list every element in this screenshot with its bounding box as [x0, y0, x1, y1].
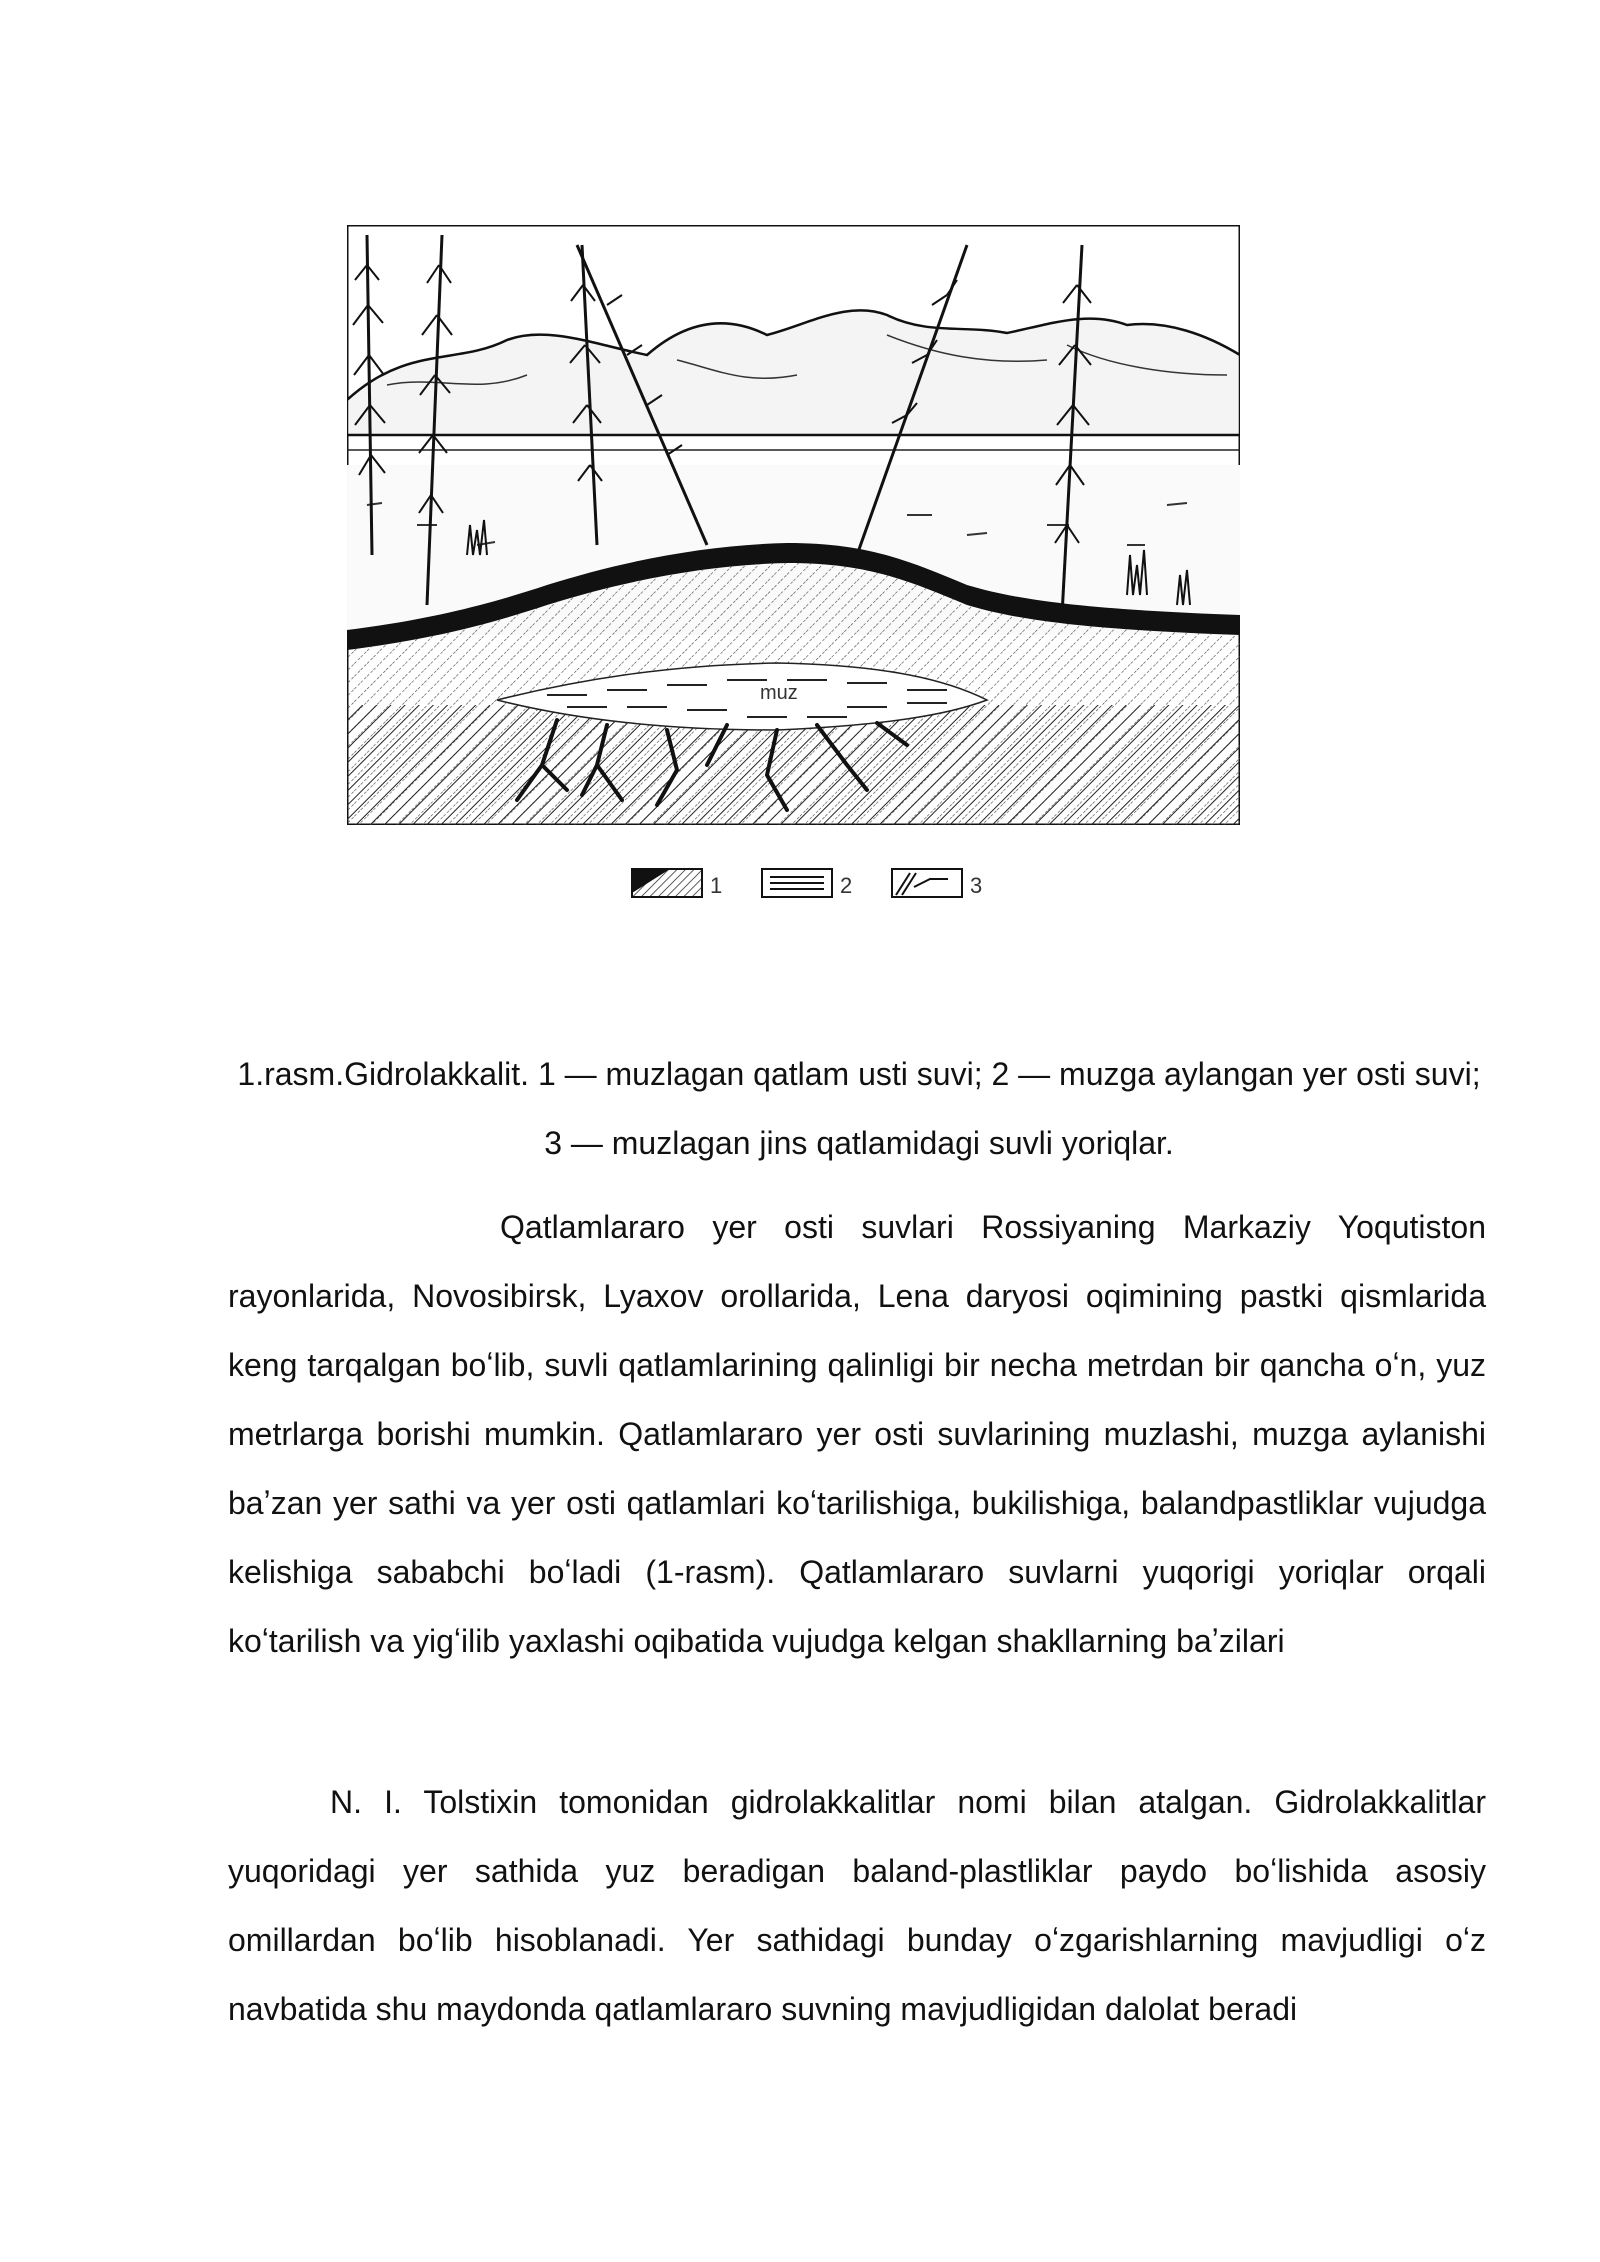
paragraph-2: N. I. Tolstixin tomonidan gidrolakkalitlar nomi bilan atalgan. Gidrolakkalitlar yuqoridagi yer sathida yuz beradigan baland-plastliklar paydo boʻlishida asosiy omillardan boʻlib hisoblanadi. Yer sathidagi bunday oʻzgarishlarning mavjudligi oʻz navbatida shu maydonda qatlamlararo suvning mavjudligidan dalolat beradi [228, 1784, 1486, 2027]
legend-item-2 [762, 869, 852, 898]
legend-number-1: 1 [710, 873, 723, 898]
legend-number-2: 2 [840, 873, 853, 898]
figure-caption: 1.rasm.Gidrolakkalit. 1 — muzlagan qatlam usti suvi; 2 — muzga aylangan yer osti suvi; 3 — muzlagan jins qatlamidagi suvli yoriqlar. [237, 1056, 1481, 1161]
legend-item-3 [892, 869, 982, 898]
hydrolaccolith-illustration [347, 225, 1240, 825]
legend-item-1 [632, 869, 722, 898]
muz-label: muz [760, 682, 798, 704]
legend-number-3: 3 [970, 873, 983, 898]
figure-legend [630, 865, 990, 901]
paragraph-1: Qatlamlararo yer osti suvlari Rossiyaning Markaziy Yoqutiston rayonlarida, Novosibirsk, Lyaxov orollarida, Lena daryosi oqimining pastki qismlarida keng tarqalgan boʻlib, suvli qatlamlarining qalinligi bir necha metrdan bir qancha oʻn, yuz metrlarga borishi mumkin. Qatlamlararo yer osti suvlarining muzlashi, muzga aylanishi baʼzan yer sathi va yer osti qatlamlari koʻtarilishiga, bukilishiga, balandpastliklar vujudga kelishiga sababchi boʻladi (1-rasm). Qatlamlararo suvlarni yuqorigi yoriqlar orqali koʻtarilish va yigʻilib yaxlashi oqibatida vujudga kelgan shakllarning baʼzilari [228, 1209, 1486, 1659]
